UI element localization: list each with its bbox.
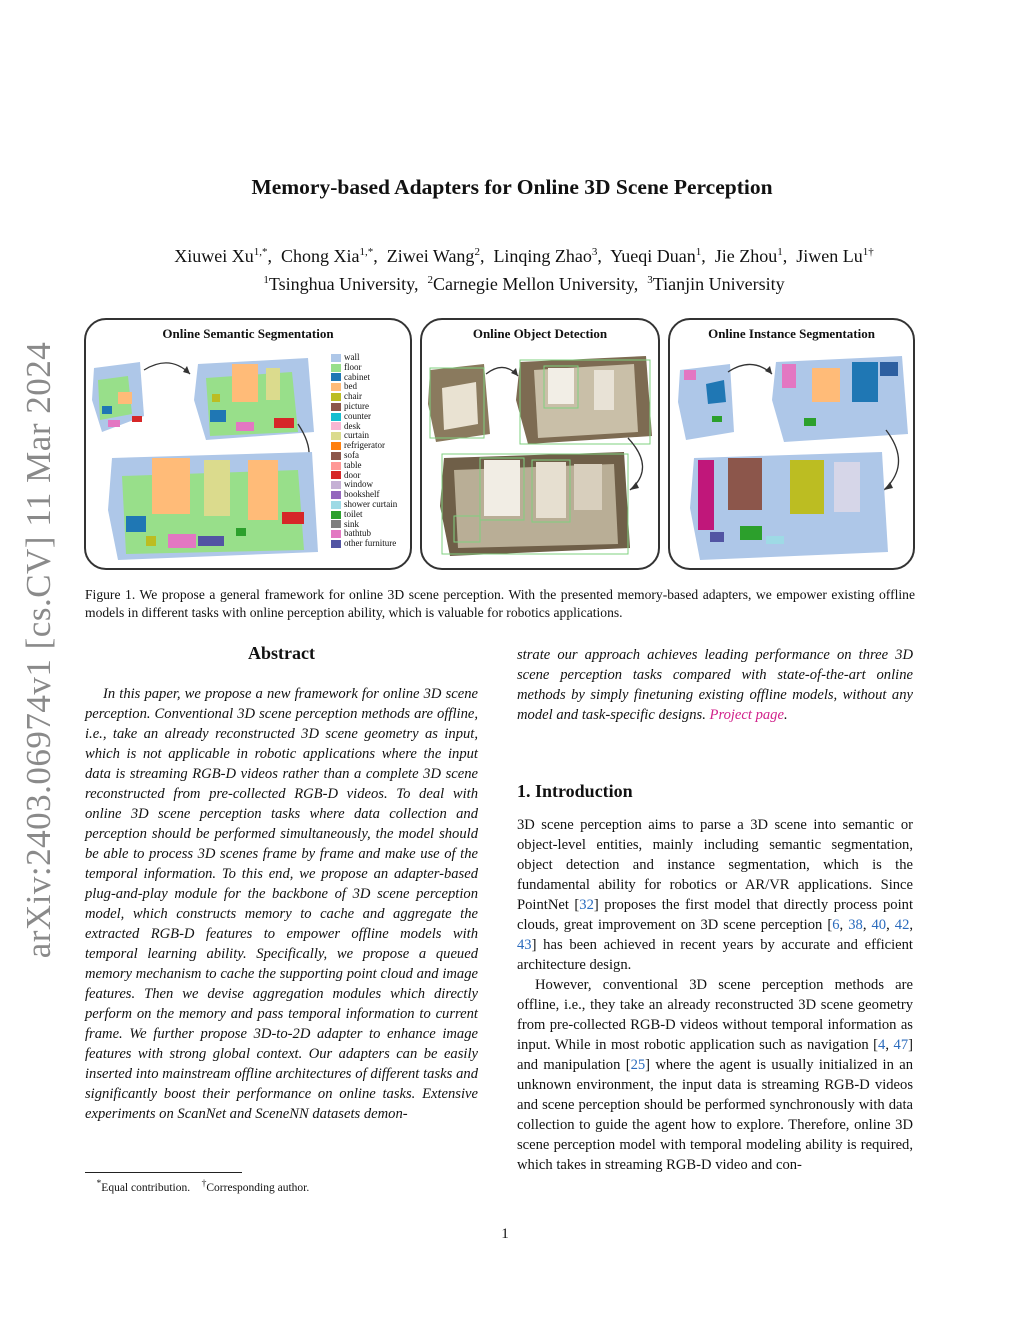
legend-item: table bbox=[331, 461, 397, 471]
detection-scene-large bbox=[440, 452, 630, 556]
legend-item: wall bbox=[331, 353, 397, 363]
affiliation-list: $^1$Tsinghua University, $^2$Carnegie Mellon University, $^3$Tianjin University bbox=[263, 274, 785, 294]
segmentation-legend bbox=[331, 353, 397, 549]
legend-item: window bbox=[331, 480, 397, 490]
detection-scene-2 bbox=[516, 356, 652, 444]
legend-item: bed bbox=[331, 382, 397, 392]
scene-small-2 bbox=[194, 358, 314, 440]
panel-title: Online Object Detection bbox=[472, 326, 608, 341]
author-list: Xiuwei $Xu^{1,*}$, Chong Xia$^{1,*}$, Ziwei Wang$^2$, Linqing Zhao$^3$, Yueqi Duan$^1$, Jie Zhou$^1$, Jiwen $Lu^{1\dagger}$ bbox=[174, 246, 874, 266]
citation-link[interactable]: 25 bbox=[630, 1057, 646, 1073]
abstract-body: In this paper, we propose a new framework for online 3D scene perception. Conventional 3D scene perception methods are offline, i.e., take an already reconstructed 3D scene geometry as input, which is not applicable in robotic applications where the input data is streaming RGB-D videos rather than a complete 3D scene reconstructed from pre-collected RGB-D videos. To deal with online 3D scene perception tasks where data collection and perception should be performed simultaneously, the model should be able to process 3D scenes frame by frame and make use of the temporal information. To this end, we propose an adapter-based plug-and-play module for the backbone of 3D scene perception model, which constructs memory to cache and aggregate the extracted RGB-D features to empower offline models with temporal learning ability. Specifically, we propose a queued memory mechanism to cache the supporting point cloud and image features. Then we devise aggregation modules which directly perform on the memory and pass temporal information to current frame. We further propose 3D-to-2D adapter to enhance image features with strong global context. Our adapters can be easily inserted into mainstream offline architectures of different tasks and significantly boost their performance on online tasks. Extensive experiments on ScanNet and SceneNN datasets demon- bbox=[85, 686, 478, 1122]
legend-item: floor bbox=[331, 363, 397, 373]
instance-scene-large bbox=[690, 452, 888, 560]
author: Chong Xia$^{1,*}$ bbox=[280, 246, 374, 266]
introduction-body bbox=[517, 815, 913, 1175]
project-page-link[interactable]: Project page bbox=[709, 707, 784, 723]
author: Linqing Zhao$^3$ bbox=[493, 246, 598, 266]
legend-item: picture bbox=[331, 402, 397, 412]
detection-scene-1 bbox=[428, 364, 490, 442]
introduction-heading: 1. Introduction bbox=[517, 781, 633, 801]
legend-item: door bbox=[331, 471, 397, 481]
author-block bbox=[0, 240, 1024, 296]
legend-item: shower curtain bbox=[331, 500, 397, 510]
instance-scene-2 bbox=[772, 356, 908, 442]
arxiv-stamp bbox=[14, 340, 74, 960]
citation-link[interactable]: 4 bbox=[878, 1037, 886, 1053]
citation-link[interactable]: 42 bbox=[894, 917, 910, 933]
citation-link[interactable]: 32 bbox=[579, 897, 594, 913]
detection-scene-illustration bbox=[424, 340, 656, 565]
author: Jiwen $Lu^{1\dagger}$ bbox=[796, 246, 874, 266]
citation-link[interactable]: 47 bbox=[893, 1037, 909, 1053]
scene-large bbox=[108, 452, 318, 560]
author: Ziwei Wang$^2$ bbox=[386, 246, 480, 266]
instance-scene-illustration bbox=[672, 340, 912, 565]
affiliation: $^3$Tianjin University bbox=[647, 274, 785, 294]
footnote-rule bbox=[85, 1172, 242, 1173]
author: Yueqi Duan$^1$ bbox=[610, 246, 702, 266]
legend-item: desk bbox=[331, 422, 397, 432]
abstract-continuation: strate our approach achieves leading performance on three 3D scene perception tasks compared with state-of-the-art online methods by simply finetuning existing offline models, without any model and task-specific designs. Project page. bbox=[517, 647, 913, 723]
legend-item: cabinet bbox=[331, 373, 397, 383]
legend-item: bookshelf bbox=[331, 490, 397, 500]
intro-paragraph: However, conventional 3D scene perception methods are offline, i.e., they take an already reconstructed 3D scene geometry from pre-collected RGB-D videos without temporal information as input. While in most robotic application such as navigation [4, 47] and manipulation [25] where the agent is usually initialized in an unknown environment, the input data is streaming RGB-D videos and scene perception should be performed synchronously with data collection to guide the agent how to explore. Therefore, online 3D scene perception model with temporal modeling ability is required, which takes in streaming RGB-D video and con- bbox=[517, 977, 913, 1173]
author: Jie Zhou$^1$ bbox=[714, 246, 783, 266]
panel-title: Online Semantic Segmentation bbox=[162, 326, 334, 341]
citation-link[interactable]: 6 bbox=[832, 917, 840, 933]
legend-item: counter bbox=[331, 412, 397, 422]
abstract-heading: Abstract bbox=[248, 643, 315, 663]
intro-paragraph: 3D scene perception aims to parse a 3D scene into semantic or object-level entities, mainly including semantic segmentation, object detection and instance segmentation, which is the fundamental ability for robotics or AR/VR applications. Since PointNet [32] proposes the first model that directly process point clouds, great improvement on 3D scene perception [6, 38, 40, 42, 43] has been achieved in recent years by accurate and efficient architecture design. bbox=[517, 817, 914, 973]
semantic-scene-illustration bbox=[86, 340, 330, 565]
author: Xiuwei $Xu^{1,*}$ bbox=[174, 246, 268, 266]
legend-item: other furniture bbox=[331, 539, 397, 549]
legend-item: bathtub bbox=[331, 529, 397, 539]
legend-item: toilet bbox=[331, 510, 397, 520]
citation-link[interactable]: 43 bbox=[517, 937, 532, 953]
paper-title: Memory-based Adapters for Online 3D Scene Perception bbox=[251, 175, 773, 199]
page-number: 1 bbox=[501, 1226, 509, 1242]
citation-link[interactable]: 38 bbox=[848, 917, 863, 933]
scene-small-1 bbox=[92, 362, 144, 432]
panel-title: Online Instance Segmentation bbox=[708, 326, 875, 341]
citation-link[interactable]: 40 bbox=[871, 917, 887, 933]
footnote: *Equal contribution. †Corresponding author. bbox=[96, 1178, 310, 1194]
affiliation: $^1$Tsinghua University bbox=[263, 274, 414, 294]
legend-item: refrigerator bbox=[331, 441, 397, 451]
legend-item: curtain bbox=[331, 431, 397, 441]
figure-caption: Figure 1. We propose a general framework for online 3D scene perception. With the presented memory-based adapters, we empower existing offline models in different tasks with online perception ability, which is valuable for robotics applications. bbox=[85, 587, 915, 620]
arxiv-id: arXiv:2403.06974v1 [cs.CV] 11 Mar 2024 bbox=[19, 341, 58, 959]
legend-item: sofa bbox=[331, 451, 397, 461]
affiliation: $^2$Carnegie Mellon University bbox=[427, 274, 634, 294]
legend-item: chair bbox=[331, 392, 397, 402]
legend-item: sink bbox=[331, 520, 397, 530]
instance-scene-1 bbox=[678, 364, 734, 440]
